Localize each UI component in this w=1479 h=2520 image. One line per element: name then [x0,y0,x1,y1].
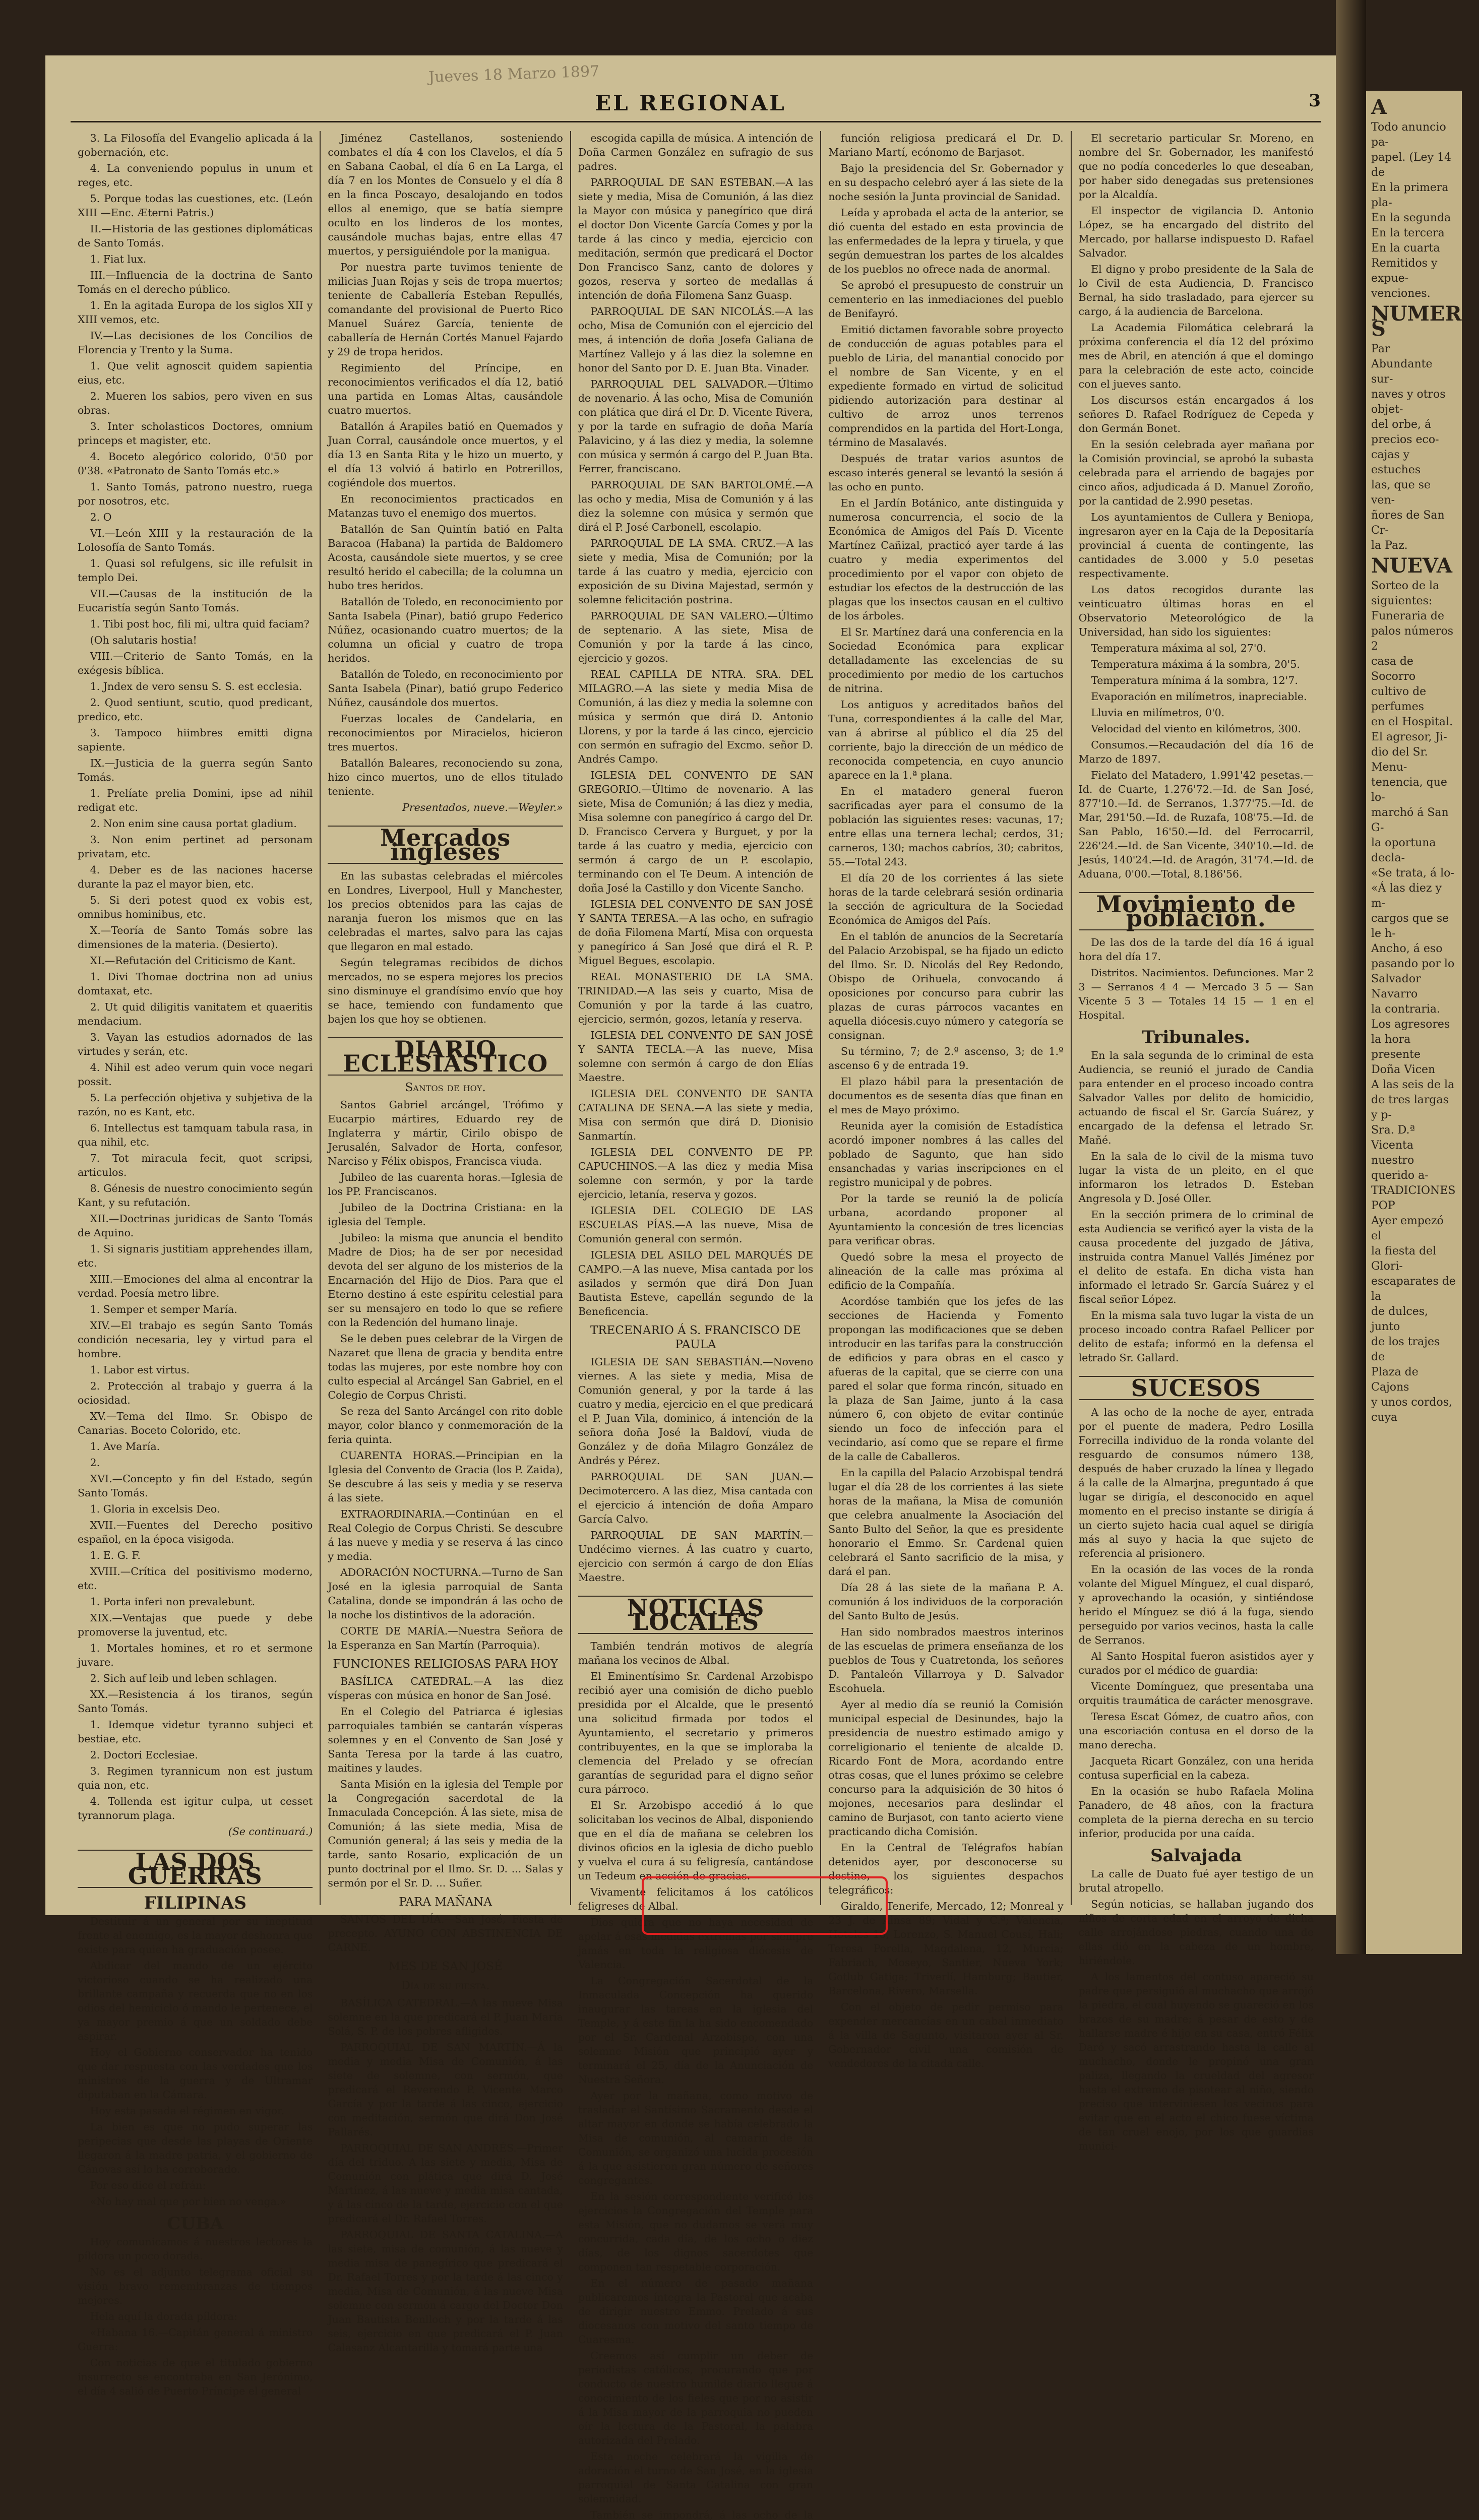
paragraph: Fuerzas locales de Candelaria, en reconocimientos por Miracielos, hicieron tres muertos. [328,713,563,753]
paragraph: IGLESIA DE SAN SEBASTIÁN.—Noveno viernes. A las siete y media, Misa de Comunión general, y por la tarde á las cuatro y media, ejercicio en el que predicará el P. Juan Vila, dominico, á intención de la señora doña José la Baldoví, viuda de González y de doña Milagro González de Andrés y Pérez. [578,1356,814,1467]
paragraph: IGLESIA DEL CONVENTO DE PP. CAPUCHINOS.—A las diez y media Misa solemne con sermón, y por la tarde ejercicio, letanía, reserva y gozos. [578,1146,814,1201]
paragraph: Vicente Domínguez, que presentaba una orquitis traumática de carácter menosgrave. [1078,1680,1314,1707]
paragraph: 6. Intellectus est tamquam tabula rasa, in qua nihil, etc. [78,1122,313,1148]
adjacent-line: en el Hospital. [1371,716,1453,728]
paragraph: «No hay mal que por bien no venga.» [90,2195,286,2208]
paragraph: El Eminentísimo Sr. Cardenal Arzobispo recibió ayer una comisión de dicho pueblo presidida por el Alcalde, que le presentó una solicitud firmada por todos el Ayuntamiento, el secretario y primeros contribuyentes, en la que se imploraba la clemencia del Prelado y se ofrecían garantías de seguridad para el digno señor cura párroco. [578,1670,814,1795]
subsection-heading: Salvajada [1150,1846,1242,1866]
section-heading: DIARIO ECLESIÁSTICO [328,1037,563,1076]
section-heading: Movimiento de población. [1079,892,1314,930]
paragraph: Jubileo: la misma que anuncia el bendito Madre de Dios; ha de ser por necesidad devota del ser alguno de los misterios de la Encarnación del Hijo de Dios. Para que el Eterno destino á este espíritu celestial para ser su mensajero en todo lo que se refiere con la Redención del humano linaje. [328,1232,563,1329]
paragraph: 3. Non enim pertinet ad personam privatam, etc. [78,834,313,860]
paragraph: Por nuestra parte tuvimos teniente de milicias Juan Rojas y seis de tropa muertos; teniente de Caballería Esteban Repullés, comandante del provisional de Puerto Rico Manuel Suárez García, teniente de caballería de Hernán Cortés Manuel Fajardo y 29 de tropa heridos. [328,261,563,358]
paragraph: 1. Que velit agnoscit quidem sapientia eius, etc. [78,360,313,386]
adjacent-line: ñores de San Cr- [1371,509,1445,537]
paragraph: PARROQUIAL DE SAN ANDRÉS.—Primer día del triduo. A las siete y media, Misa de Comunión con plática que dirá D. José Martínez, á las nueve y media misa cantada, y á las cinco de la tarde, ejercicio con el que predicará el Dr. Rafael Torres. [328,2142,563,2225]
paragraph: REAL MONASTERIO DE LA SMA. TRINIDAD.—A las seis y cuarto, Misa de Comunión y por la tarde á las cuatro, ejercicio, sermón, gozos, letanía y reserva. [578,971,814,1025]
column-2 [320,131,570,2354]
paragraph: Vivamente felicitamos á los católicos feligreses de Albal. [578,1886,814,1912]
paragraph: Santos Gabriel arcángel, Trófimo y Eucarpio mártires, Eduardo rey de Inglaterra y mártir, Cirilo obispo de Jerusalén, Salvador de Horta, confesor, Narciso y Félix obispos, Francisca viuda. [328,1099,563,1167]
text-columns [71,131,1321,2520]
paragraph: 1. En la agitada Europa de los siglos XII y XIII vemos, etc. [78,299,313,326]
adjacent-line: de los trajes de [1371,1336,1440,1363]
paragraph: En la ocasión de las voces de la ronda volante del Miguel Mínguez, el cual disparó, y aprovechando la ocasión, y sintiéndose herido el Mínguez se dió á la fuga, siendo perseguido por varios vecinos, hasta la calle de Serranos. [1078,1563,1314,1646]
paragraph: VIII.—Criterio de Santo Tomás, en la exégesis bíblica. [78,650,313,676]
section-heading: LAS DOS GUERRAS [78,1850,313,1888]
paragraph: En el número de pasado mañana publicaremos íntegra la Pastoral que acaba de dirigir nuestro Emmo. Prelado á sus diocesanos con motivo del santo tiempo de Cuaresma. [578,2277,814,2346]
minor-heading: MES DE SAN JOSÉ [388,1960,503,1973]
paragraph: Batallón Baleares, reconociendo su zona, hizo cinco muertos, uno de ellos titulado teniente. [328,757,563,797]
paragraph: IV.—Las decisiones de los Concilios de Florencia y Trento y la Suma. [78,330,313,356]
paragraph: En la capilla del Palacio Arzobispal tendrá lugar el día 28 de los corrientes á las siete horas de la mañana, la Misa de comunión que celebra anualmente la Asociación del Santo Bulto del Señor, la que es presidente honorario el Emmo. Sr. Cardenal quien celebrará el Santo sacrificio de la misa, y dará el pan. [828,1467,1064,1578]
adjacent-line: Abundante sur- [1371,358,1433,386]
adjacent-line: y unos cordos, cuya [1371,1396,1452,1424]
paragraph: XVI.—Concepto y fin del Estado, según Santo Tomás. [78,1473,313,1499]
paragraph: Santa Misión en la iglesia del Temple por la Congregación sacerdotal de la Inmaculada Concepción. Á las siete, misa de Comunión; á las siete media, Misa de Comunión general; á las seis y media de la tarde, santo Rosario, explicación de un punto doctrinal por el Ilmo. Sr. D. ... Salas y sermón por el Sr. D. ... Suñer. [328,1778,563,1889]
section-heading: SUCESOS [1079,1376,1314,1400]
paragraph: Batallón de San Quintín batió en Palta Baracoa (Habana) la partida de Baldomero Acosta, causándole siete muertos, y se cree resultó herido el cabecilla; de la columna un hubo tres heridos. [328,523,563,592]
minor-heading: Día de su fiesta. [401,1979,490,1992]
date-stamp: Jueves 18 Marzo 1897 [428,62,600,86]
paragraph: IGLESIA DEL CONVENTO DE SAN JOSÉ Y SANTA TERESA.—A las ocho, en sufragio de doña Filomena Martí, Misa con orquesta y panegírico á San José que dirá el R. P. Miguel Begues, escolapio. [578,898,814,967]
adjacent-line: del orbe, á precios eco- [1371,418,1439,446]
paragraph: 3. Tampoco hiimbres emitti digna sapiente. [78,727,313,753]
adjacent-line: siguientes: [1371,595,1433,607]
paragraph: escogida capilla de música. A intención de Doña Carmen González en sufragio de sus padres. [578,132,814,172]
paragraph: Jubileo de las cuarenta horas.—Iglesia de los PP. Franciscanos. [328,1171,563,1198]
population-table: Distritos. Nacimientos. Defunciones. Mar 2 3 — Serranos 4 4 — Mercado 3 5 — San Vicente 5 3 — Totales 14 15 — 1 en el Hospital. [1078,967,1314,1021]
paragraph: Al Santo Hospital fueron asistidos ayer y curados por el médico de guardia: [1078,1650,1314,1676]
paragraph: Su término, 7; de 2.º ascenso, 3; de 1.º ascenso 6 y de entrada 19. [828,1045,1064,1072]
paragraph: La bien es que no pudo superar las peripecias que desde las playas de Oriente llegaron á la madre patria, y el gobierno de Cánovas así lo ha corroborado. [78,2121,313,2175]
paragraph: 2. [90,1457,100,1469]
adjacent-line: «Se trata, á lo- [1371,867,1454,879]
paragraph: Se reza del Santo Arcángel con rito doble mayor, color blanco y conmemoración de la feria quinta. [328,1405,563,1445]
paragraph: 2. Protección al trabajo y guerra á la ociosidad. [78,1380,313,1406]
paragraph: En la sala segunda de lo criminal de esta Audiencia, se reunió el jurado de Candia para entender en el proceso incoado contra Salvador Valles por delito de homicidio, actuando de fiscal el Sr. García Suárez, y encargado de la defensa el letrado Sr. Mañé. [1078,1049,1314,1146]
adjacent-line: Sorteo de la [1371,580,1440,592]
header-rule [71,121,1321,122]
paragraph: PARROQUIAL DEL SALVADOR.—Último de novenario. Á las ocho, Misa de Comunión con plática que dirá el Dr. D. Vicente Rivera, y por la tarde en sufragio de doña María Palavicino, y á las diez y media, la solemne con música y sermón á cargo del P. Juan Bta. Ferrer, franciscano. [578,378,814,475]
paragraph: PARROQUIAL DE SAN BARTOLOMÉ.—A las ocho y media, Misa de Comunión y á las diez la solemne con música y sermón que dirá el P. José Carbonell, escolapio. [578,479,814,533]
paragraph: En la sección primera de lo criminal de esta Audiencia se verificó ayer la vista de la causa procedente del juzgado de Játiva, instruida contra Manuel Vallés Jiménez por el delito de estafa. En dicha vista han informado el letrado Sr. García Suárez y el fiscal señor López. [1078,1209,1314,1305]
paragraph: 4. Tollenda est igitur culpa, ut cesset tyrannorum plaga. [78,1795,313,1821]
paragraph: CUARENTA HORAS.—Principian en la Iglesia del Convento de Gracia (los P. Zaida), Se descubre á las seis y media y se reserva á las siete. [328,1450,563,1504]
paragraph: De las dos de la tarde del día 16 á igual hora del día 17. [1078,936,1314,963]
paragraph: Temperatura mínima á la sombra, 12'7. [1091,674,1298,686]
paragraph: Después de tratar varios asuntos de escaso interés general se levantó la sesión á las ocho en punto. [828,453,1064,493]
paragraph: Dios quiera que no haya necesidad de apelar á esas medidas extremas por siempre jamás en toda la religiosa diócesis de Valencia. [578,1916,814,1971]
column-3 [570,131,820,2520]
adjacent-line: En la segunda [1371,212,1451,224]
paragraph: Los discursos están encargados á los señores D. Rafael Rodríguez de Cepeda y don Germán Bonet. [1078,394,1314,434]
adjacent-line: pasando por lo [1371,958,1455,970]
paragraph: Regimiento del Príncipe, en reconocimientos verificados el día 12, batió una partida en Lomas Altas, causándole cuatro muertos. [328,362,563,416]
subsection-heading: CUBA [167,2214,224,2234]
paragraph: La Congregación Sacerdotal de la Inmaculada Concepción ha querido inaugurar las tareas en la iglesia del Temple, y á este fin la ha sido encomendado por el Sr. Cardenal Arzobispo, con una solemne Misión que principió ayer y terminará el 25, día de la Anunciación de Nuestra Señora. [578,1975,814,2086]
paragraph: Batallón de Toledo, en reconocimiento por Santa Isabela (Pinar), batió grupo Federico Núñez, ocasionando cuatro muertos; de la columna un oficial y cuatro de tropa heridos. [328,596,563,664]
adjacent-line: A las seis de la [1371,1079,1455,1091]
paragraph: Esta noche celebrará la vigilia de adoración el turno de San José, en la iglesia parroquial de Santa Catalina con gran solemnidad. [578,2450,814,2505]
paragraph: XVII.—Fuentes del Derecho positivo español, en la época visigoda. [78,1519,313,1545]
paragraph: 1. Semper et semper María. [90,1303,237,1315]
paragraph: 1. Si signaris justitiam apprehendes illam, etc. [78,1243,313,1269]
paragraph: 5. La perfección objetiva y subjetiva de la razón, no es Kant, etc. [78,1092,313,1118]
adjacent-line: la Paz. [1371,539,1408,552]
adjacent-line: naves y otros objet- [1371,388,1446,416]
paragraph: IGLESIA DEL CONVENTO DE SANTA CATALINA DE SENA.—A las siete y media, Misa con sermón que dirá D. Dionisio Sanmartín. [578,1088,814,1142]
paragraph: 3. Vayan las estudios adornados de las virtudes y serán, etc. [78,1031,313,1057]
paragraph: Por la tarde se reunió la de policía urbana, acordando proponer al Ayuntamiento la concesión de tres licencias para verificar obras. [828,1192,1064,1247]
adjacent-line: A [1371,95,1387,119]
paragraph: El Sr. Arzobispo accedió á lo que solicitaban los vecinos de Albal, disponiendo que en el día de mañana se celebren los divinos oficios en la iglesia de dicho pueblo y vuelva el cura á su feligresía, cantándose un Tedeum en acción de gracias. [578,1799,814,1882]
adjacent-line: En la tercera [1371,227,1445,239]
adjacent-line: Salvador Navarro [1371,973,1421,1000]
adjacent-line: «Á las diez y m- [1371,882,1442,910]
adjacent-line: Funeraria de [1371,610,1445,622]
book-spine [1336,0,1366,1954]
paragraph: Destituir á un general por su ineptitud frente al enemigo, es la mayor deshonra que existe para quien ha graduación posee. [78,1915,313,1956]
adjacent-line: Todo anuncio pa- [1371,121,1446,149]
paragraph: Hela aquí la dorada píldora: [90,2310,237,2322]
paragraph: Lluvia en milímetros, 0'0. [1091,707,1225,719]
paragraph: XIV.—El trabajo es según Santo Tomás condición necesaria, ley y virtud para el hombre. [78,1319,313,1360]
paragraph: 1. Tibi post hoc, fili mi, ultra quid faciam? [90,618,310,630]
paragraph: 1. Idemque videtur tyranno subjeci et bestiae, etc. [78,1719,313,1745]
paragraph: II.—Historia de las gestiones diplomáticas de Santo Tomás. [78,223,313,249]
paragraph: En el Jardín Botánico, ante distinguida y numerosa concurrencia, el socio de la Económica de Amigos del País D. Vicente Martínez Cañizal, practicó ayer tarde á las cuatro y media experimentos del procedimiento por el vapor con objeto de estudiar los efectos de la destrucción de las plagas que los insectos causan en el cultivo de los árboles. [828,497,1064,622]
paragraph: 5. Porque todas las cuestiones, etc. (León XIII —Enc. Æterni Patris.) [78,193,313,219]
paragraph: 3. Inter scholasticos Doctores, omnium princeps et magister, etc. [78,420,313,447]
adjacent-line: Los agresores [1371,1018,1450,1031]
paragraph: 3. La Filosofía del Evangelio aplicada á la gobernación, etc. [78,132,313,158]
adjacent-line: de dulces, junto [1371,1305,1429,1333]
paragraph: BASÍLICA CATEDRAL.—A las diez vísperas con música en honor de San José. [328,1675,563,1702]
paragraph: XI.—Refutación del Criticismo de Kant. [90,955,296,967]
paragraph: En el matadero general fueron sacrificadas ayer para el consumo de la población las siguientes reses: vacunas, 17; entre ellas una ternera lechal; cerdos, 31; carneros, 130; machos cabríos, 30; cabritos, 55.—Total 243. [828,785,1064,868]
adjacent-line: Ancho, á eso [1371,942,1443,955]
paragraph: 4. Deber es de las naciones hacerse durante la paz el mayor bien, etc. [78,864,313,890]
newspaper-page [45,55,1336,2520]
paragraph: En reconocimientos practicados en Matanzas tuvo el enemigo dos muertos. [328,493,563,519]
adjacent-line: En la cuarta [1371,242,1440,255]
paragraph: 1. Jndex de vero sensu S. S. est ecclesia. [90,680,302,692]
adjacent-line: TRADICIONES POP [1371,1184,1456,1212]
paragraph: Jiménez Castellanos, sosteniendo combates el día 4 con los Clavelos, el día 5 en Sabana Caobal, el día 6 en La Larga, el día 7 en los Montes de Consuelo y el día 8 en la finca Poscayo, desalojando en todos ellos al enemigo, que se batía siempre oculto en los linderos de los montes, causándole muchas bajas, entre ellas 47 muertos, y persiguiéndole por la manigua. [328,132,563,257]
adjacent-line: Plaza de Cajons [1371,1366,1419,1394]
minor-heading: Santos de hoy. [405,1081,486,1094]
adjacent-line: El agresor, Ji- [1371,731,1447,743]
paragraph: No es el adjunto telegrama oficial su visión bravo remembranzas de tiempos mejores. [78,2266,313,2306]
paragraph: Por eso dice el refrán: [90,2179,206,2191]
paragraph: Acordóse también que los jefes de las secciones de Hacienda y Fomento propongan las modificaciones que se deben introducir en las tarifas para la construcción de edificios y para obras en el casco y afueras de la capital, que se cierre con una pared el solar que forma rincón, situado en la plaza de San Jaime, junto á la casa número 6, con objeto de evitar continúe siendo un foco de infección para el vecindario, así como que se repare el firme de la calle de Caballeros. [828,1295,1064,1463]
paragraph: PARROQUIAL DE SAN ESTEBAN.—A las siete y media, Misa de Comunión, á las diez la Mayor con música y panegírico que dirá el doctor Don Vicente García Comes y por la tarde á las cinco y media, ejercicio con meditación, sermón que predicará el Doctor Don Francisco Sanz, canto de dolores y gozos, reserva y sorteo de medallas á intención de doña Filomena Sanz Guasp. [578,176,814,301]
paragraph: función religiosa predicará el Dr. D. Mariano Martí, ecónomo de Barjasot. [828,132,1064,158]
adjacent-line: dio del Sr. Menu- [1371,746,1428,774]
adjacent-line: la hora presente [1371,1033,1421,1061]
paragraph: Día 28 á las siete de la mañana P. A. comunión á los individuos de la corporación del Santo Bulto de Jesús. [828,1582,1064,1622]
paragraph: 1. Gloria in excelsis Deo. [90,1503,220,1515]
paragraph: PARROQUIAL DE SAN MARTÍN.—Á la media y media Misa de Comunión, á las siete de solemne, con sermón, que predicará el Reverendo P. Vicente Marco García y por la tarde á las cinco, ejercicio con meditación, sermón que dirá Don José Pallarés. [328,2041,563,2138]
adjacent-line: palos números 2 [1371,625,1454,653]
adjacent-line: Sra. D.ª Vicenta [1371,1124,1415,1152]
signature-line: Presentados, nueve.—Weyler.» [402,801,563,813]
minor-heading: PARA MAÑANA [399,1896,492,1909]
paragraph: XIX.—Ventajas que puede y debe promoverse la juventud, etc. [78,1612,313,1638]
adjacent-line: la fiesta del Glori- [1371,1245,1437,1273]
adjacent-line: escaparates de la [1371,1275,1456,1303]
paragraph: Los antiguos y acreditados baños del Tuna, correspondientes á la calle del Mar, van á abrirse al público el día 25 del corriente, bajo la dirección de un médico de reconocida competencia, en cuyo anuncio aparece en la 1.ª plana. [828,699,1064,781]
paragraph: «Habana 16.—Capitán general á ministro Guerra: [78,2326,313,2353]
paragraph: A las ocho de la noche de ayer, entrada por el puente de madera, Pedro Losilla Forrecilla individuo de la ronda volante del resguardo de consumos número 138, después de haber cruzado la línea y llegado á la calle de la Almarjna, preguntado á que lugar se dirigía, el desconocido en aquel momento en el preciso instante se dirigía á un cierto sujeto hacia cual aquel se dirigía más al suyo y hacia la que sujeto de referencia al prisionero. [1078,1406,1314,1559]
adjacent-line: casa de Socorro [1371,655,1416,683]
paragraph: 3. Regimen tyrannicum non est justum quia non, etc. [78,1765,313,1791]
page-number: 3 [1309,91,1321,111]
paragraph: PARROQUIAL DE SAN NICOLÁS.—A las ocho, Misa de Comunión con el ejercicio del mes, á intención de doña Josefa Galiana de Martínez Vallejo y á las diez la solemne en honor del Santo por D. E. Juan Bta. Vinader. [578,305,814,374]
paragraph: 1. Mortales homines, et ro et sermone juvare. [78,1642,313,1668]
paragraph: El plazo hábil para la presentación de documentos es de sesenta días que finan en el mes de Mayo próximo. [828,1076,1064,1116]
paragraph: III.—Influencia de la doctrina de Santo Tomás en el derecho público. [78,269,313,295]
adjacent-line: Doña Vicen [1371,1063,1436,1076]
paragraph: 4. Nihil est adeo verum quin voce negari possit. [78,1061,313,1088]
paragraph: Quedó sobre la mesa el proyecto de alineación de la calle mas próxima al edificio de la Compañía. [828,1251,1064,1291]
adjacent-line: tenencia, que lo- [1371,776,1447,804]
paragraph: 5. Si deri potest quod ex vobis est, omnibus hominibus, etc. [78,894,313,920]
paragraph: XII.—Doctrinas juridicas de Santo Tomás de Aquino. [78,1213,313,1239]
paragraph: IGLESIA DEL CONVENTO DE SAN GREGORIO.—Último de novenario. A las siete, Misa de Comunión; á las diez y media, Misa solemne con panegírico á cargo del Dr. D. Francisco Cervera y Burguet, y por la tarde á las cuatro y media, ejercicio con sermón á cargo de un P. escolapio, terminando con el Te Deum. A intención de doña José la Castillo y don Vicente Sancho. [578,769,814,894]
paragraph: CORTE DE MARÍA.—Nuestra Señora de la Esperanza en San Martín (Parroquia). [328,1625,563,1651]
paragraph: Evaporación en milímetros, inapreciable. [1091,690,1307,703]
adjacent-page-text [1366,91,1479,1429]
adjacent-line: NUMERO S [1371,302,1479,341]
adjacent-line: Par [1371,343,1390,355]
paragraph: Ayer al medio día se reunió la Comisión municipal especial de Desinundes, bajo la presidencia de nuestro estimado amigo y correligionario el teniente de alcalde D. Ricardo Font de Mora, acordando entre otras cosas, que el lunes próximo se celebre concurso para la adquisición de 30 hitos ó mojones, necesarios para deslindar el camino de Burjasot, con tanto acierto viene practicando dicha Comisión. [828,1698,1064,1838]
paragraph: 1. Ave María. [90,1440,160,1453]
paragraph: XVIII.—Crítica del positivismo moderno, etc. [78,1565,313,1592]
paragraph: Temperatura máxima á la sombra, 20'5. [1091,658,1300,670]
paragraph: Ayer por la mañana, como motivo de trasladar el Santísimo Sacramento desde el altar mayor en donde se había celebrado la Misa de comunión, al camarín de la Comunión, se organizó una lucida procesión á la que asistieron gran número de señores congregantes. [578,2090,814,2186]
paragraph: Se aprobó el presupuesto de construir un cementerio en las inmediaciones del pueblo de Benifayró. [828,279,1064,320]
paragraph: 1. Fiat lux. [90,253,147,265]
paragraph: 1. Divi Thomae doctrina non ad unius domtaxat, etc. [78,971,313,997]
paragraph: EXTRAORDINARIA.—Continúan en el Real Colegio de Corpus Christi. Se descubre á las nueve y media y se reserva á las cinco y media. [328,1508,563,1562]
paragraph: En la ocasión se hubo Rafaela Molina Panadero, de 48 años, con la fractura completa de la pierna derecha en su tercio inferior, producida por una caída. [1078,1785,1314,1840]
paragraph: Leída y aprobada el acta de la anterior, se dió cuenta del estado en esta provincia de las enfermedades de la lepra y tiruela, y que según demuestran los partes de los alcaldes de los pueblos no ofrece nada de anormal. [828,207,1064,275]
paragraph: ADORACIÓN NOCTURNA.—Turno de San José en la iglesia parroquial de Santa Catalina, donde se impondrán á las ocho de la noche los distintivos de la adoración. [328,1566,563,1621]
minor-heading: FUNCIONES RELIGIOSAS PARA HOY [333,1658,558,1671]
paragraph: También tendrán motivos de alegría mañana los vecinos de Albal. [578,1640,814,1666]
paragraph: PARROQUIAL DE SAN MARTÍN.—Undécimo viernes. Á las cuatro y cuarto, ejercicio con sermón á cargo de don Elías Maestre. [578,1529,814,1584]
paragraph: Reunida ayer la comisión de Estadística acordó imponer nombres á las calles del poblado de Sagunto, que han sido ensanchadas y varias inscripciones en el registro municipal y de pobres. [828,1120,1064,1188]
paragraph: 8. Génesis de nuestro conocimiento según Kant, y su refutación. [78,1182,313,1209]
paragraph: Los ayuntamientos de Cullera y Beniopa, ingresaron ayer en la Caja de la Depositaría provincial á cuenta de contingente, las cantidades de 3.000 y 5.0 pesetas respectivamente. [1078,511,1314,580]
paragraph: Teresa Escat Gómez, de cuatro años, con una escoriación contusa en el dorso de la mano derecha. [1078,1711,1314,1751]
paragraph: El Sr. Martínez dará una conferencia en la Sociedad Económica para explicar detalladamente las excelencias de su procedimiento por medio de los cartuchos de nitrina. [828,626,1064,695]
column-1 [71,131,320,2397]
adjacent-line: cajas y estuches [1371,449,1421,476]
paragraph: 1. Santo Tomás, patrono nuestro, ruega por nosotros, etc. [78,481,313,507]
paragraph: El digno y probo presidente de la Sala de lo Civil de esta Audiencia, D. Francisco Bernal, ha sido trasladado, para ejercer su cargo, á la audiencia de Barcelona. [1078,263,1314,318]
paragraph: El inspector de vigilancia D. Antonio López, se ha encargado del distrito del Mercado, por hallarse indispuesto D. Rafael Salvador. [1078,205,1314,259]
paragraph: XIII.—Emociones del alma al encontrar la verdad. Poesía metro libre. [78,1273,313,1299]
adjacent-line: cargos que se le h- [1371,912,1449,940]
paragraph: Con noticias de que el titulado gobierno insurrecto se encontraba en San Jerónimo, el día 4 salió de Puerto Príncipe el general [78,2357,313,2397]
adjacent-line: nuestro querido a- [1371,1154,1429,1182]
paragraph: Emitió dictamen favorable sobre proyecto de conducción de aguas potables para el pueblo de Liria, del manantial conocido por el nombre de San Vicente, y en el expediente formado en virtud de solicitud pidiendo autorización para destinar al cultivo de arroz unos terrenos comprendidos en la partida del Hort-Longa, término de Masalavés. [828,324,1064,449]
paragraph: IX.—Justicia de la guerra según Santo Tomás. [78,757,313,783]
paragraph: Jacqueta Ricart González, con una herida contusa superficial en la cabeza. [1078,1755,1314,1781]
paragraph: 7. Tot miracula fecit, quot scripsi, articulos. [78,1152,313,1178]
paragraph: En el Colegio del Patriarca é iglesias parroquiales también se cantarán vísperas solemnes y en el Convento de San José y Santa Teresa por la tarde á las cuatro, maitines y laudes. [328,1706,563,1774]
paragraph: 2. Mueren los sabios, pero viven en sus obras. [78,390,313,416]
paragraph: VII.—Causas de la institución de la Eucaristía según Santo Tomás. [78,588,313,614]
paragraph: Se le deben pues celebrar de la Virgen de Nazaret que llena de gracia y bendita entre todas las mujeres, por este nombre hoy con culto especial al Arcángel San Gabriel, en el Colegio de Corpus Christi. [328,1333,563,1401]
paragraph: 4. Boceto alegórico colorido, 0'50 por 0'38. «Patronato de Santo Tomás etc.» [78,451,313,477]
paragraph: 1. Quasi sol refulgens, sic ille refulsit in templo Dei. [78,557,313,584]
adjacent-line: Remitidos y expue- [1371,257,1438,285]
paragraph: SANTOS DEL DÍA.—San José, Fiesta de precepto. AYUNO CON ABSTINENCIA DE CARNE. [328,1913,563,1954]
signature-line: (Se continuará.) [228,1825,313,1838]
adjacent-line: marchó á San G- [1371,806,1449,834]
paragraph: Según telegramas recibidos de dichos mercados, no se espera mejores los precios sino disminuye el grandísimo envío que hoy se hace, temiendo con fundamento que bajen los que hoy se obtienen. [328,957,563,1025]
paragraph: Jubileo de la Doctrina Cristiana: en la iglesia del Temple. [328,1202,563,1228]
paragraph: Han sido nombrados maestros interinos de las escuelas de primera enseñanza de los pueblos de Tous y Cuatretonda, los señores D. Pantaleón Villarroya y D. Salvador Escohuela. [828,1626,1064,1694]
paragraph: El día 20 de los corrientes á las siete horas de la tarde celebrará sesión ordinaria la sección de agricultura de la Sociedad Económica de Amigos del País. [828,872,1064,926]
paragraph: Consumos.—Recaudación del día 16 de Marzo de 1897. [1078,739,1314,765]
column-4 [820,131,1070,2069]
paragraph: XX.—Resistencia á los tiranos, según Santo Tomás. [78,1688,313,1715]
paragraph: 2. Doctori Ecclesiae. [90,1749,198,1761]
paragraph: El secretario particular Sr. Moreno, en nombre del Sr. Gobernador, les manifestó que no podía concederles lo que deseaban, por haber sido denegadas sus pretensiones por la Alcaldía. [1078,132,1314,201]
paragraph: Hoy esta pasada el régimen en vigor. [90,2105,285,2117]
paragraph: En las subastas celebradas el miércoles en Londres, Liverpool, Hull y Manchester, los precios obtenidos para las cajas de naranja fueron los mismos que en las celebradas el martes, salvo para las cajas que llegaron en mal estado. [328,870,563,953]
highlight-box [642,1876,888,1935]
subsection-heading: FILIPINAS [144,1893,246,1913]
adjacent-line: cultivo de perfumes [1371,685,1427,713]
paragraph: REAL CAPILLA DE NTRA. SRA. DEL MILAGRO.—A las siete y media Misa de Comunión, á las diez y media la solemne con música y sermón que dirá D. Antonio Llorens, y por la tarde á las cinco, ejercicio con sermón en sufragio del Excmo. señor D. Andrés Campo. [578,668,814,765]
adjacent-line: venciones. [1371,287,1431,300]
paragraph: Creemos así cumplir un deber de periodistas católicos, procurando que por conducto de nuestro humilde diario llegue á conocimiento de los fieles que por no asistir á la Misa mayor de la parroquia no pueden oír la lectura de la Pastoral, la palabra autorizada del Prelado. [578,2350,814,2446]
minor-heading: TRECENARIO Á S. FRANCISCO DE PAULA [590,1324,802,1351]
paragraph: 2. Sich auf leib und leben schlagen. [90,1672,277,1684]
paragraph: 4. La conveniendo populus in unum et reges, etc. [78,162,313,188]
paragraph: A los lamentos del contuso apareció su padre que persiguió al muchacho que arrojó la piedra, el cual huyendo se guareció en los brazos de su madre; á pesar de esto y de hallarse madre é hijo en su casa, entró Félix Daró y sacó arrastrando hasta la calle al muchacho, donde le propinó una gran paliza, llegando la crueldad del agresor hasta el extremo de pisotear al niño, siendo preciso que interviniesen los vecinos para evitar que en el acto el chico fuese víctima de tan cruel enojo, por los que guardias munici- [1078,1971,1314,2152]
paragraph: PARROQUIAL DE SAN VALERO.—Último de septenario. A las siete, Misa de Comunión y por la tarde á las cinco, ejercicio y gozos. [578,610,814,664]
adjacent-line: la oportuna decla- [1371,837,1436,864]
paragraph: PARROQUIAL DE SANTA CATALINA.—A las siete, misa de comunión, á las nueve y media misa de panegírico que predicará el Dr. Rafael Torres y por la tarde á las cinco y media, Misa de Comunión, á las nueve Misa solemne con sermón á cargo del Doctor Don Juan Bautista Benlloch y por la tarde á las seis, ejercicio en que predicará el P. Juan Calasanz Alcantarilla y tomará parte una [328,2229,563,2354]
paragraph: BASÍLICA CATEDRAL.—A las nueve Misa solemne en la que predicará el P. Juan María Solá, S. P. de los pobres afligidos. [328,1997,563,2037]
paragraph: Fielato del Matadero, 1.991'42 pesetas.—Id. de Cuarte, 1.276'72.—Id. de San José, 877'10.—Id. de Serranos, 1.377'75.—Id. de Mar, 291'50.—Id. de Ruzafa, 108'75.—Id. de San Pablo, 16'50.—Id. del Ferrocarril, 226'24.—Id. de San Vicente, 340'10.—Id. de Jesús, 140'24.—Id. de Aragón, 31'74.—Id. de Aduana, 0'00.—Total, 8.186'56. [1078,769,1314,880]
section-heading: NOTICIAS LOCALES [578,1596,813,1634]
paragraph: 1. Porta inferi non prevalebunt. [90,1596,256,1608]
paragraph: 1. E. G. F. [90,1549,141,1561]
paragraph: 1. Prelíate prelia Domini, ipse ad nihil redigat etc. [78,787,313,813]
adjacent-line: NUEVA [1371,554,1452,578]
paragraph: 2. Quod sentiunt, scutio, quod predicant, predico, etc. [78,697,313,723]
paragraph: IGLESIA DEL COLEGIO DE LAS ESCUELAS PÍAS.—A las nueve, Misa de Comunión general con sermón. [578,1205,814,1245]
adjacent-line: papel. (Ley 14 de [1371,151,1451,179]
paragraph: XV.—Tema del Ilmo. Sr. Obispo de Canarias. Boceto Colorido, etc. [78,1410,313,1436]
paragraph: La calle de Duato fué ayer testigo de un brutal atropello. [1078,1868,1314,1894]
paragraph: (Oh salutaris hostia! [90,634,197,646]
adjacent-line: la contraria. [1371,1003,1441,1016]
paragraph: En la Central de Telégrafos habían detenidos ayer, por desconocerse su destino, los siguientes despachos telegráficos: [828,1842,1064,1896]
adjacent-page [1366,91,1479,1954]
paragraph: Bajo la presidencia del Sr. Gobernador y en su despacho celebró ayer á las siete de la noche sesión la Junta provincial de Sanidad. [828,162,1064,203]
adjacent-line: Ayer empezó el [1371,1215,1444,1242]
paragraph: X.—Teoría de Santo Tomás sobre las dimensiones de la materia. (Desierto). [78,924,313,951]
paragraph: 2. Non enim sine causa portat gladium. [90,817,297,830]
paragraph: En la sala de lo civil de la misma tuvo lugar la vista de un pleito, en el que informaron los letrados D. Esteban Angresola y D. José Oller. [1078,1150,1314,1205]
paragraph: PARROQUIAL DE LA SMA. CRUZ.—A las siete y media, Misa de Comunión; por la tarde á las cuatro y media, ejercicio con exposición de su Divina Majestad, sermón y solemne felicitación postrina. [578,537,814,606]
adjacent-line: En la primera pla- [1371,181,1449,209]
subsection-heading: Tribunales. [1142,1027,1251,1047]
paragraph: 1. Labor est virtus. [90,1364,190,1376]
paragraph: 2. O [90,511,112,523]
paragraph: IGLESIA DEL CONVENTO DE SAN JOSÉ Y SANTA TECLA.—A las nueve, Misa solemne con sermón á cargo de don Elías Maestre. [578,1029,814,1084]
paragraph: Batallón á Arapiles batió en Quemados y Juan Corral, causándole once muertos, y el día 13 en Santa Rita y le hizo un muerto, y el día 13 volvió á batirlo en Potrerillos, cogiéndole dos muertos. [328,420,563,489]
paragraph: Abdicar del mando de un ejército victorioso cuando se ha realizado una brillante campaña y recuerda que no en los odios del hemiciclo ó mando le pertenece, el ya mayor premio á que un soldado debe aspirar. [78,1960,313,2042]
paragraph: También se impondrá, á las ocho de la [590,2509,814,2520]
section-heading: Mercados ingleses [328,826,563,864]
adjacent-line: de tres largas y p- [1371,1094,1449,1121]
paragraph: Los datos recogidos durante las veinticuatro últimas horas en el Observatorio Meteorológico de la Universidad, han sido los siguientes: [1078,584,1314,638]
paragraph: En el tablón de anuncios de la Secretaría del Palacio Arzobispal, se ha fijado un edicto del Ilmo. Sr. D. Nicolás del Rey Redondo, Obispo de Orihuela, convocando á oposiciones por concurso para cubrir las plazas de curas párrocos vacantes en aquella diócesis.cuyo número y categoría se consignan. [828,930,1064,1041]
paragraph: Hoy comunicamos á nuestros lectores la píldora un poco dorada. [78,2236,313,2262]
paragraph: IGLESIA DEL ASILO DEL MARQUÉS DE CAMPO.—A las nueve, Misa cantada por los asilados y sermón que dirá Don Juan Bautista Esteve, capellán segundo de la Beneficencia. [578,1249,814,1317]
adjacent-line: las, que se ven- [1371,479,1431,507]
paragraph: Según noticias, se hallaban jugando dos niños de corta edad en el arroyo de dicha calle arrojándose piedras, cuando una de ellas dió en la cabeza de un hombre, hiriéndole. [1078,1898,1314,1967]
paragraph: Velocidad del viento en kilómetros, 300. [1091,723,1301,735]
paragraph: Hoy el Gobierno conservador ha tenido que dar respuesta con las verdades que los ministros de la guerra y de Ultramar diputaban en la Cámara. [78,2046,313,2101]
paragraph: 2. Ut quid diligitis vanitatem et quaeritis mendacium. [78,1001,313,1027]
paragraph: La Academia Filomática celebrará la próxima conferencia el día 12 del próximo mes de Abril, en atención á que el domingo para la celebración de este acto, coincide con el jueves santo. [1078,322,1314,390]
paragraph: En la misma sala tuvo lugar la vista de un proceso incoado contra Rafael Pellicer por delito de estafa; informó en la defensa el letrado Sr. Gallard. [1078,1309,1314,1364]
paragraph: En la sesión correspondiente verificó los ejercicios la Congregación del Temple para esta Misión, que no dudamos se verá muy concurrida, cada día, de los ocho o diez días, de los dignos sacerdotes que componen tan respetable corporación. [578,2190,814,2273]
paragraph: Temperatura máxima al sol, 27'0. [1091,642,1267,654]
paragraph: Con el objeto de pedir permiso para expender mercancías en un cabal inmediato á la villa de Sagunto, visitaron ayer al Sr. Gobernador civil una comisión de vendedores de la citada calle. [828,2001,1064,2069]
paragraph: VI.—León XIII y la restauración de la Lolosofía de Santo Tomás. [78,527,313,553]
paragraph: En la sesión celebrada ayer mañana por la Comisión provincial, se aprobó la subasta celebrada para el arriendo de bagajes por cinco años, adjudicada á D. Manuel Zoroño, por la cantidad de 2.990 pesetas. [1078,438,1314,507]
paragraph: PARROQUIAL DE SAN JUAN.—Decimotercero. A las diez, Misa cantada con el ejercicio á intención de doña Amparo García Calvo. [578,1471,814,1525]
column-5 [1071,131,1321,2152]
newspaper-title: EL REGIONAL [595,91,786,115]
paragraph: Giraldo, Tenerife, Mercado, 12; Monreal y 23 J. de Ainsa 89; Vidal y C.ª; Valencia, Hoteles 10, Lorenzo, S. Manuel Cousí, Hali; Teresa Porella, Magdalena, 12, Murcia; Fabriach, Moseyo, Santier, Nueva York; Gotlub Gatiga; Triverlí, Hamburg; Bautier, Barcelona, Rivero, Marsella. [828,1900,1064,1997]
paragraph: Batallón de Toledo, en reconocimiento por Santa Isabela (Pinar), batió grupo Federico Núñez, causándole dos muertos. [328,668,563,709]
